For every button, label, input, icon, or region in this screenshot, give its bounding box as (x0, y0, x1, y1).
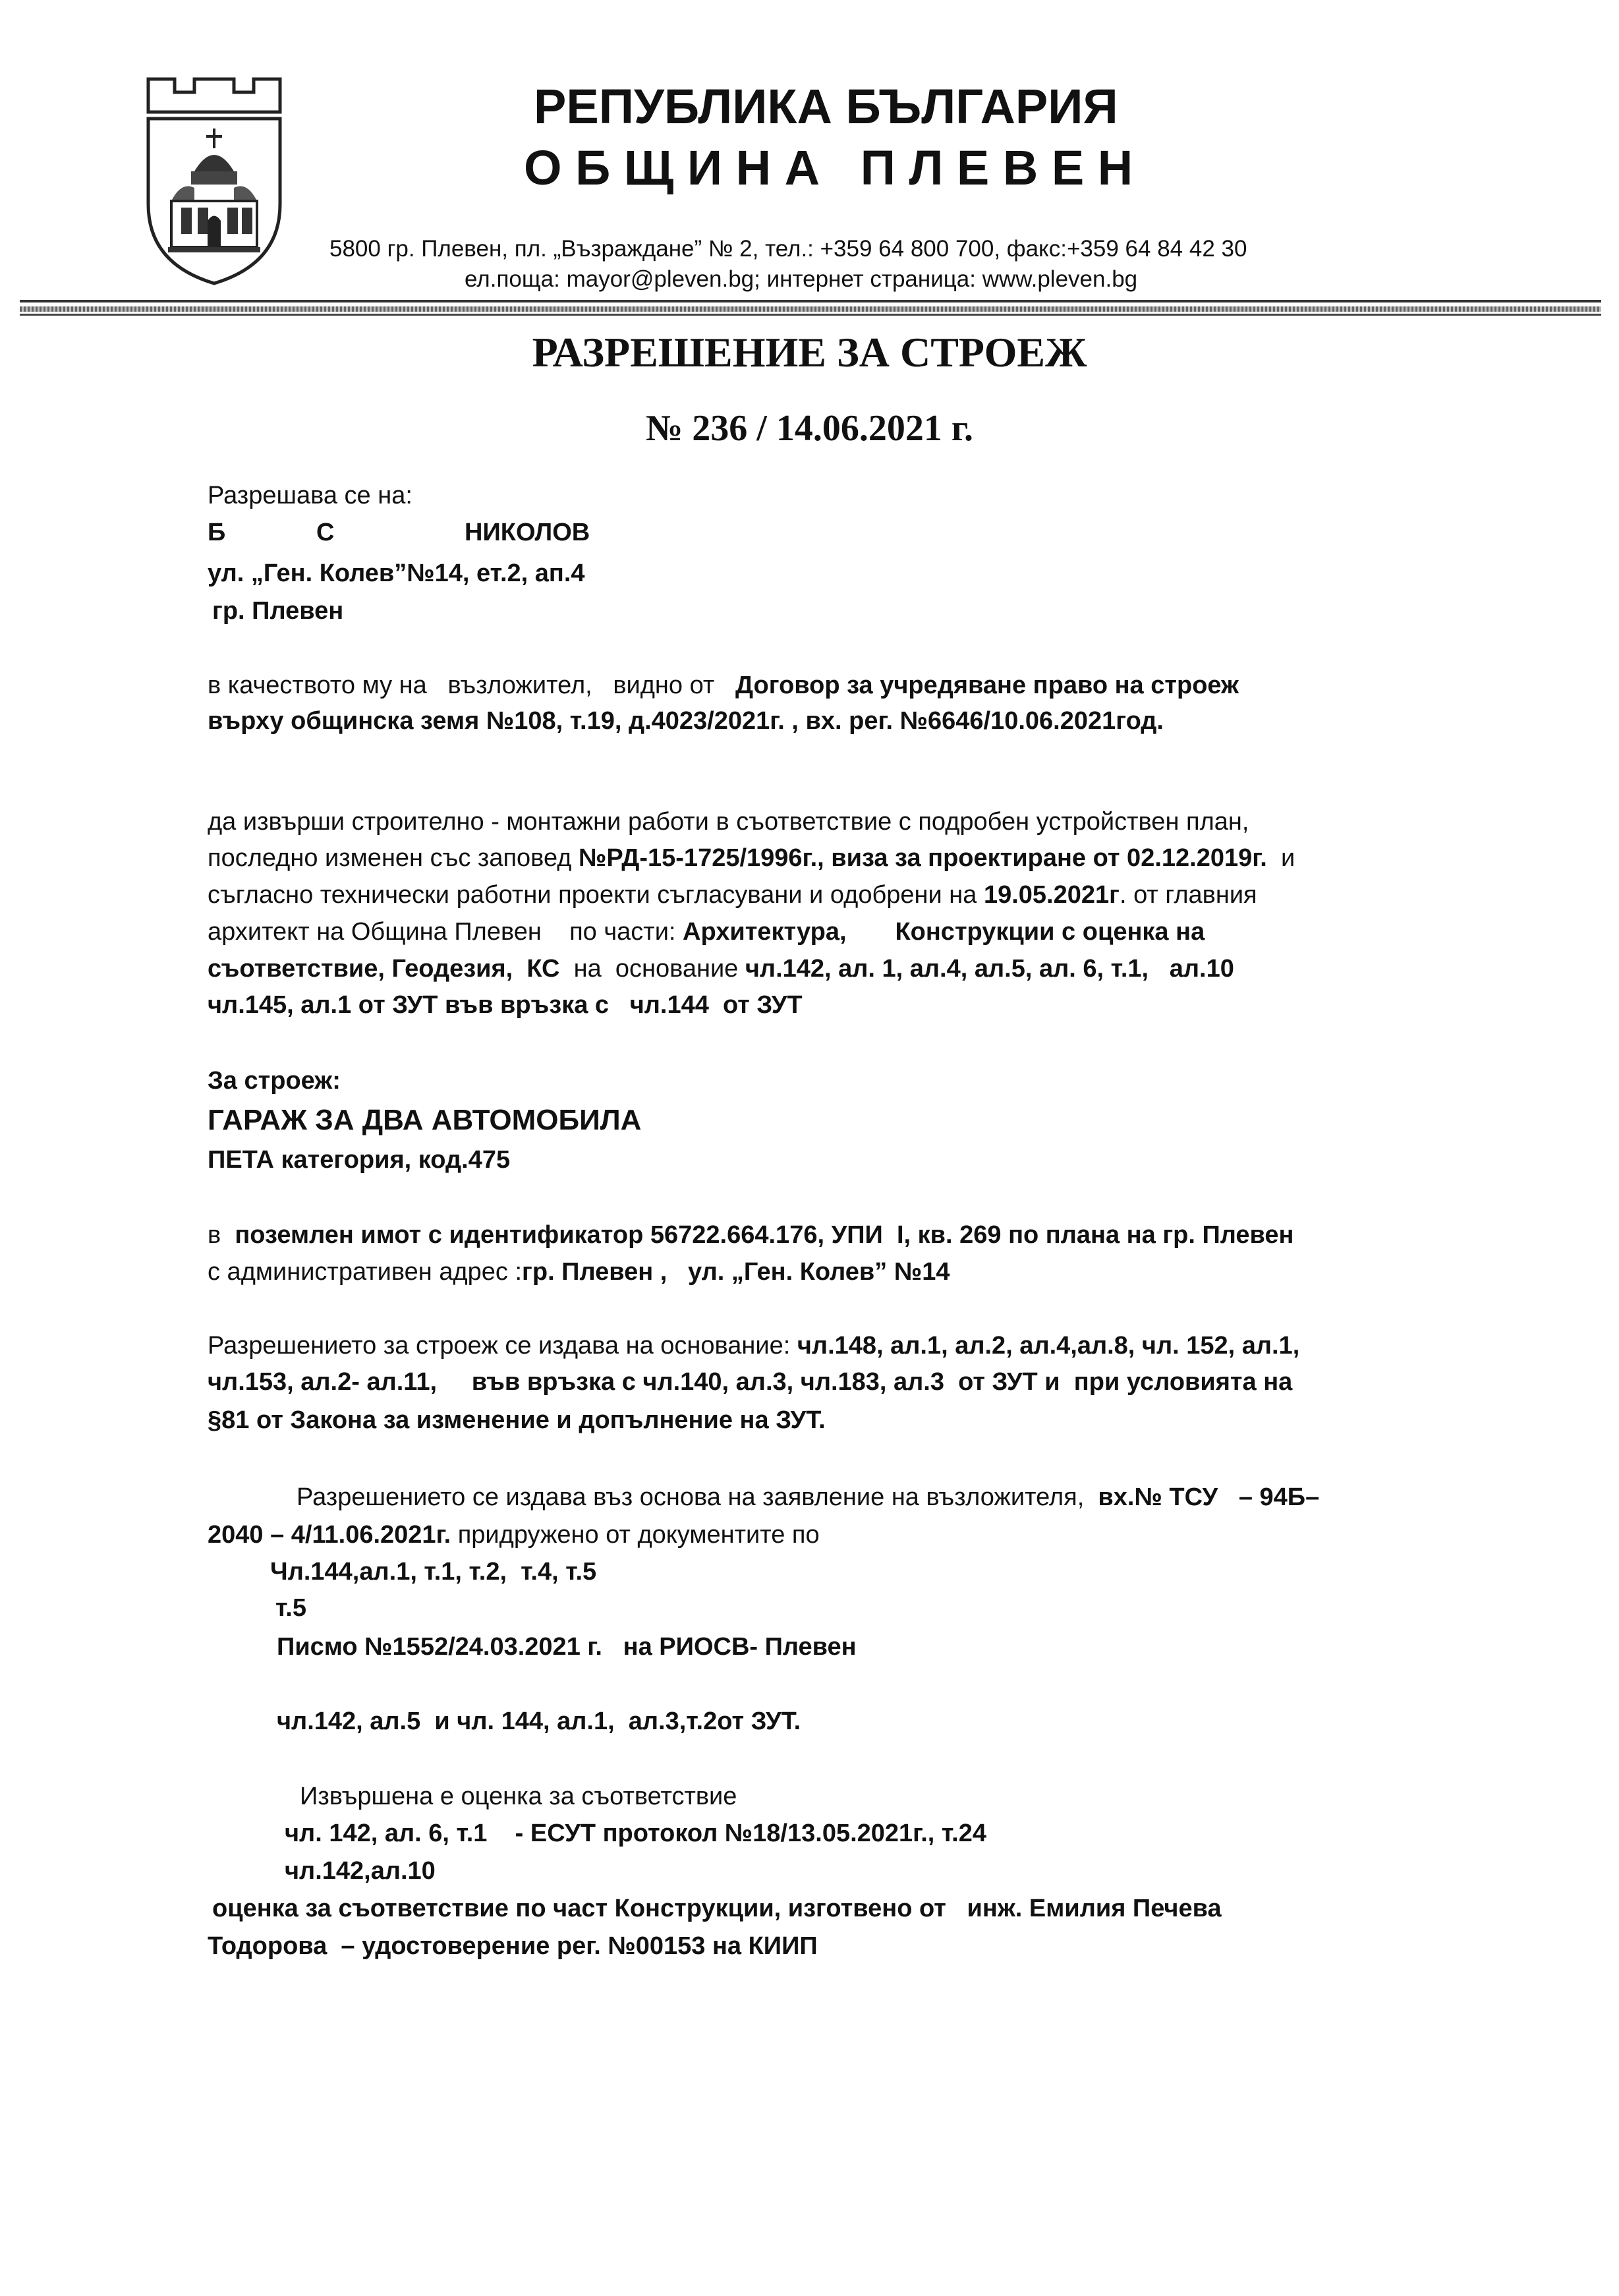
works-line-2 (208, 844, 1295, 873)
works-line-2-c: и (1266, 844, 1295, 872)
property-address: гр. Плевен , ул. „Ген. Колев” №14 (522, 1258, 950, 1286)
municipality-heading: О Б Щ И Н А П Л Е В Е Н (524, 140, 1133, 195)
applicant-name-initial-1: Б (208, 519, 226, 546)
works-line-3-a: съгласно технически работни проекти съгласувани и одобрени на (208, 881, 984, 909)
legal-line-1-a: Разрешението за строеж се издава на основание: (208, 1332, 797, 1360)
applicant-intro: Разрешава се на: (208, 482, 412, 509)
works-line-3 (208, 880, 1257, 909)
basis-line-1-text: в качеството му на възложител, видно от (208, 672, 735, 699)
basis-contract: Договор за учредяване право на строеж (735, 672, 1239, 699)
application-number-cont: 2040 – 4/11.06.2021г. (208, 1521, 451, 1549)
legal-articles: чл.148, ал.1, ал.2, ал.4,ал.8, чл. 152, ал.1, (797, 1332, 1300, 1360)
basis-line-2: върху общинска земя №108, т.19, д.4023/2021г. , вх. рег. №6646/10.06.2021год. (208, 707, 1164, 735)
application-line-1-a: Разрешението се издава въз основа на заявление на възложителя, (297, 1483, 1098, 1511)
application-number: вх.№ ТСУ – 94Б– (1098, 1483, 1320, 1511)
applicant-name-initial-2: С (316, 519, 335, 546)
works-line-5-c: чл.142, ал. 1, ал.4, ал.5, ал. 6, т.1, ал.10 (745, 955, 1234, 983)
works-line-1: да извърши строително - монтажни работи в съответствие с подробен устройствен план, (208, 808, 1249, 836)
application-line-2-b: придружено от документите по (451, 1521, 820, 1549)
application-doc-4: чл.142, ал.5 и чл. 144, ал.1, ал.3,т.2от ЗУТ. (277, 1708, 801, 1735)
assessment-line-2: чл. 142, ал. 6, т.1 - ЕСУТ протокол №18/13.05.2021г., т.24 (285, 1820, 986, 1847)
applicant-city: гр. Плевен (212, 597, 344, 625)
works-line-5 (208, 954, 1234, 983)
works-line-2-a: последно изменен със заповед (208, 844, 579, 872)
header-address: 5800 гр. Плевен, пл. „Възраждане” № 2, тел.: +359 64 800 700, факс:+359 64 84 42 30 (329, 236, 1247, 262)
property-line-2-a: с административен адрес : (208, 1258, 523, 1286)
basis-line-1 (208, 671, 1239, 700)
header-divider-bottom (20, 314, 1601, 316)
works-line-5-b: на основание (559, 955, 745, 983)
works-line-5-a: съответствие, Геодезия, КС (208, 955, 560, 983)
property-line-1-a: в (208, 1221, 235, 1249)
construction-label: За строеж: (208, 1067, 341, 1095)
application-doc-3: Писмо №1552/24.03.2021 г. на РИОСВ- Плевен (277, 1633, 857, 1661)
assessment-line-3: чл.142,ал.10 (285, 1857, 436, 1885)
application-doc-1: Чл.144,ал.1, т.1, т.2, т.4, т.5 (270, 1558, 597, 1586)
works-order-ref: №РД-15-1725/1996г., виза за проектиране от 02.12.2019г. (578, 844, 1267, 872)
works-line-4-a: архитект на Община Плевен по части: (208, 918, 683, 946)
assessment-line-5: Тодорова – удостоверение рег. №00153 на КИИП (208, 1932, 818, 1960)
legal-line-2: чл.153, ал.2- ал.11, във връзка с чл.140, ал.3, чл.183, ал.3 от ЗУТ и при условията на (208, 1368, 1293, 1396)
country-heading: РЕПУБЛИКА БЪЛГАРИЯ (534, 79, 1118, 134)
application-line-2 (208, 1520, 820, 1549)
works-approval-date: 19.05.2021г (983, 881, 1120, 909)
property-line-2 (208, 1257, 950, 1286)
header-divider (20, 300, 1601, 302)
legal-line-3: §81 от Закона за изменение и допълнение на ЗУТ. (208, 1406, 826, 1434)
construction-category: ПЕТА категория, код.475 (208, 1146, 511, 1174)
works-parts: Архитектура, Конструкции с оценка на (683, 918, 1205, 946)
works-line-6: чл.145, ал.1 от ЗУТ във връзка с чл.144 от ЗУТ (208, 991, 803, 1019)
applicant-surname: НИКОЛОВ (465, 519, 590, 546)
assessment-line-4: оценка за съответствие по част Конструкции, изготвено от инж. Емилия Печева (212, 1895, 1222, 1922)
property-line-1 (208, 1220, 1294, 1249)
applicant-street: ул. „Ген. Колев”№14, ет.2, ап.4 (208, 560, 585, 587)
document-title: РАЗРЕШЕНИЕ ЗА СТРОЕЖ (532, 329, 1087, 376)
construction-name: ГАРАЖ ЗА ДВА АВТОМОБИЛА (208, 1104, 642, 1136)
header-divider-dotted (20, 306, 1601, 312)
legal-line-1 (208, 1331, 1299, 1360)
application-doc-2: т.5 (275, 1594, 306, 1622)
document-number: № 236 / 14.06.2021 г. (646, 408, 973, 449)
pleven-coat-of-arms-icon (135, 72, 293, 290)
works-line-4 (208, 917, 1205, 946)
application-line-1 (297, 1483, 1319, 1512)
assessment-line-1: Извършена е оценка за съответствие (300, 1783, 737, 1810)
property-identifier: поземлен имот с идентификатор 56722.664.176, УПИ I, кв. 269 по плана на гр. Плевен (235, 1221, 1294, 1249)
header-contacts: ел.поща: mayor@pleven.bg; интернет страница: www.pleven.bg (465, 266, 1138, 292)
works-line-3-c: . от главния (1119, 881, 1257, 909)
